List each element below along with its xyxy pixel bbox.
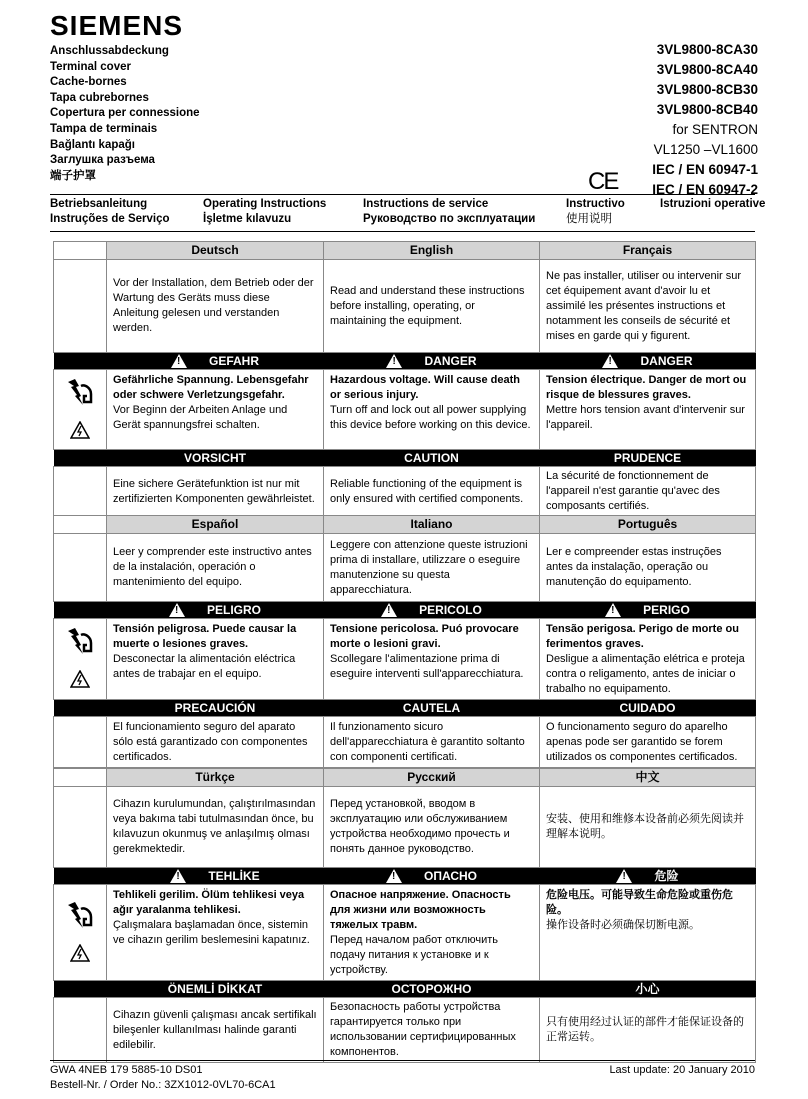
language-header-row: [54, 769, 756, 787]
caution-header-row: [54, 981, 756, 998]
doc-number: GWA 4NEB 179 5885-10 DS01: [50, 1064, 203, 1076]
model-code: 3VL9800-8CB30: [656, 82, 758, 97]
warning-triangle-icon: !: [170, 869, 186, 883]
danger-instruction: Перед началом работ отключить подачу питания к установке и к устройству.: [330, 934, 498, 976]
instructions-col5: [660, 197, 765, 212]
high-voltage-warning-icon: [54, 944, 106, 967]
warning-triangle-icon: !: [169, 603, 185, 617]
caution-row: [54, 717, 756, 768]
caution-text: Il funzionamento sicuro dell'apparecchiatura è garantito soltanto con componenti certificati.: [324, 717, 540, 768]
language-label: Русский: [324, 769, 540, 787]
warning-triangle-icon: !: [381, 603, 397, 617]
instr-tr: İşletme kılavuzu: [203, 213, 292, 225]
intro-text: Leggere con attenzione queste istruzioni prima di installare, utilizzare o eseguire manutenzione su questa apparecchiatura.: [324, 534, 540, 602]
electric-shock-icon: [54, 899, 106, 936]
danger-warning: Tensión peligrosa. Puede causar la muerte o lesiones graves.: [113, 623, 297, 650]
language-label: Português: [540, 516, 756, 534]
caution-label: VORSICHT: [107, 450, 324, 467]
danger-cell: [540, 370, 756, 450]
danger-instruction: Desconectar la alimentación eléctrica antes de trabajar en el equipo.: [113, 653, 296, 680]
danger-label: DANGER: [640, 353, 693, 368]
caution-text: Reliable functioning of the equipment is only ensured with certified components.: [324, 467, 540, 517]
danger-label-cell: [324, 602, 540, 619]
instructions-col2: [203, 197, 326, 227]
electric-shock-icon: [54, 376, 106, 413]
blank-cell: [54, 717, 107, 768]
standard: IEC / EN 60947-2: [652, 182, 758, 197]
instr-es: Instructivo: [566, 198, 625, 210]
caution-label: CAUTION: [324, 450, 540, 467]
title-tr: Bağlantı kapağı: [50, 138, 135, 151]
caution-header-row: [54, 700, 756, 717]
header-blank: [54, 769, 107, 787]
danger-row: [54, 370, 756, 450]
caution-row: [54, 998, 756, 1063]
model-code: 3VL9800-8CB40: [656, 102, 758, 117]
danger-cell: [324, 885, 540, 981]
intro-row: [54, 787, 756, 868]
danger-label-cell: [324, 868, 540, 885]
danger-warning: Gefährliche Spannung. Lebensgefahr oder schwere Verletzungsgefahr.: [113, 374, 309, 401]
header-blank: [54, 602, 107, 619]
danger-header-row: [54, 602, 756, 619]
blank-cell: [54, 260, 107, 353]
instr-zh: 使用说明: [566, 213, 612, 225]
hazard-icons: [54, 370, 107, 450]
caution-header-row: [54, 450, 756, 467]
instr-de: Betriebsanleitung: [50, 198, 148, 210]
intro-text: Ler e compreender estas instruções antes da instalação, operação ou manutenção do equipamento.: [540, 534, 756, 602]
title-en: Terminal cover: [50, 60, 131, 73]
caution-text: 只有使用经过认证的部件才能保证设备的正常运转。: [540, 998, 756, 1063]
header-blank: [54, 700, 107, 717]
danger-cell: [540, 885, 756, 981]
danger-header-row: [54, 868, 756, 885]
caution-text: Безопасность работы устройства гарантируется только при использовании сертифицированных компонентов.: [324, 998, 540, 1063]
intro-text: Ne pas installer, utiliser ou intervenir sur cet équipement avant d'avoir lu et assimilé les présentes instructions et notamment les conseils de sécurité et mises en garde qui y figurent.: [540, 260, 756, 353]
blank-cell: [54, 787, 107, 868]
last-update: Last update: 20 January 2010: [609, 1064, 755, 1076]
title-de: Anschlussabdeckung: [50, 45, 169, 57]
danger-row: [54, 619, 756, 700]
danger-instruction: Mettre hors tension avant d'intervenir sur l'appareil.: [546, 404, 745, 431]
danger-header-row: [54, 353, 756, 370]
danger-cell: [107, 885, 324, 981]
danger-label-cell: [324, 353, 540, 370]
header-blank: [54, 868, 107, 885]
danger-label: PERIGO: [643, 602, 690, 617]
danger-label: 危险: [654, 868, 679, 883]
hazard-icons: [54, 619, 107, 700]
caution-label: 小心: [540, 981, 756, 998]
danger-warning: Опасное напряжение. Опасность для жизни или возможность тяжелых травм.: [330, 889, 511, 931]
caution-label: PRUDENCE: [540, 450, 756, 467]
danger-label: ОПАСНО: [424, 868, 477, 883]
intro-row: [54, 534, 756, 602]
model-code: 3VL9800-8CA30: [656, 42, 758, 57]
instructions-col1: [50, 197, 170, 227]
caution-text: El funcionamiento seguro del aparato sólo está garantizado con componentes certificados.: [107, 717, 324, 768]
language-section: [53, 768, 755, 1063]
danger-label-cell: [540, 602, 756, 619]
language-label: English: [324, 242, 540, 260]
section-table: [53, 768, 756, 1063]
warning-triangle-icon: !: [386, 869, 402, 883]
instr-pt: Instruções de Serviço: [50, 213, 170, 225]
intro-row: [54, 260, 756, 353]
danger-warning: 危险电压。可能导致生命危险或重伤危险。: [546, 889, 733, 916]
danger-label: GEFAHR: [208, 353, 259, 368]
title-it: Copertura per connessione: [50, 107, 200, 120]
header-blank: [54, 450, 107, 467]
caution-text: O funcionamento seguro do aparelho apenas pode ser garantido se forem utilizados os componentes certificados.: [540, 717, 756, 768]
instr-it: Istruzioni operative: [660, 198, 766, 210]
instr-fr: Instructions de service: [363, 198, 489, 210]
title-zh: 端子护罩: [50, 169, 96, 182]
warning-triangle-icon: !: [616, 869, 632, 883]
section-table: [53, 241, 756, 517]
high-voltage-warning-icon: [54, 670, 106, 693]
danger-instruction: 操作设备时必须确保切断电源。: [546, 919, 700, 931]
header-blank: [54, 353, 107, 370]
divider: [50, 231, 755, 232]
title-ru: Заглушка разъема: [50, 154, 155, 167]
danger-instruction: Turn off and lock out all power supplying this device before working on this device.: [330, 404, 531, 431]
title-es: Tapa cubrebornes: [50, 91, 149, 104]
blank-cell: [54, 467, 107, 517]
danger-instruction: Çalışmalara başlamadan önce, sistemin ve cihazın gerilim beslemesini kapatınız.: [113, 919, 310, 946]
danger-label: DANGER: [424, 353, 477, 368]
caution-text: Eine sichere Gerätefunktion ist nur mit zertifizierten Komponenten gewährleistet.: [107, 467, 324, 517]
language-header-row: [54, 242, 756, 260]
caution-label: ОСТОРОЖНО: [324, 981, 540, 998]
warning-triangle-icon: !: [605, 603, 621, 617]
section-table: [53, 515, 756, 768]
danger-warning: Tehlikeli gerilim. Ölüm tehlikesi veya ağır yaralanma tehlikesi.: [113, 889, 305, 916]
model-code: 3VL9800-8CA40: [656, 62, 758, 77]
danger-cell: [107, 370, 324, 450]
header-blank: [54, 516, 107, 534]
language-label: Français: [540, 242, 756, 260]
caution-text: La sécurité de fonctionnement de l'appareil n'est garantie qu'avec des composants certifiés.: [540, 467, 756, 517]
danger-cell: [540, 619, 756, 700]
danger-warning: Tension électrique. Danger de mort ou risque de blessures graves.: [546, 374, 747, 401]
language-label: 中文: [540, 769, 756, 787]
instr-en: Operating Instructions: [203, 198, 327, 210]
danger-cell: [324, 619, 540, 700]
title-fr: Cache-bornes: [50, 76, 127, 89]
warning-triangle-icon: !: [386, 354, 402, 368]
danger-instruction: Vor Beginn der Arbeiten Anlage und Gerät spannungsfrei schalten.: [113, 404, 288, 431]
divider: [50, 194, 755, 195]
language-section: [53, 241, 755, 517]
footer-left: [50, 1063, 276, 1093]
header-blank: [54, 242, 107, 260]
danger-label: TEHLİKE: [208, 868, 260, 883]
language-label: Español: [107, 516, 324, 534]
danger-cell: [107, 619, 324, 700]
ce-mark-icon: CE: [588, 168, 618, 195]
caution-label: CUIDADO: [540, 700, 756, 717]
high-voltage-warning-icon: [54, 421, 106, 444]
danger-row: [54, 885, 756, 981]
warning-triangle-icon: !: [171, 354, 187, 368]
standard: IEC / EN 60947-1: [652, 162, 758, 177]
header-blank: [54, 981, 107, 998]
danger-label-cell: [107, 602, 324, 619]
intro-text: Read and understand these instructions before installing, operating, or maintaining the equipment.: [324, 260, 540, 353]
caution-row: [54, 467, 756, 517]
danger-cell: [324, 370, 540, 450]
danger-instruction: Scollegare l'alimentazione prima di eseguire interventi sull'apparecchiatura.: [330, 653, 524, 680]
intro-text: Leer y comprender este instructivo antes de la instalación, operación o mantenimiento del equipo.: [107, 534, 324, 602]
blank-cell: [54, 998, 107, 1063]
instructions-col4: [566, 197, 625, 227]
language-label: Italiano: [324, 516, 540, 534]
danger-label-cell: [540, 353, 756, 370]
danger-label-cell: [107, 868, 324, 885]
title-pt: Tampa de terminais: [50, 122, 158, 135]
caution-label: ÖNEMLİ DİKKAT: [107, 981, 324, 998]
language-header-row: [54, 516, 756, 534]
caution-text: Cihazın güvenli çalışması ancak sertifikalı bileşenler kullanılması halinde garanti edilebilir.: [107, 998, 324, 1063]
intro-text: Перед установкой, вводом в эксплуатацию или обслуживанием устройства необходимо прочесть и понять данное руководство.: [324, 787, 540, 868]
danger-label: PERICOLO: [419, 602, 482, 617]
danger-label-cell: [107, 353, 324, 370]
blank-cell: [54, 534, 107, 602]
danger-label: PELIGRO: [206, 602, 261, 617]
caution-label: PRECAUCIÓN: [107, 700, 324, 717]
footer-divider: [50, 1060, 755, 1061]
range: VL1250 –VL1600: [653, 142, 758, 157]
instructions-col3: [363, 197, 535, 227]
caution-label: CAUTELA: [324, 700, 540, 717]
intro-text: Vor der Installation, dem Betrieb oder der Wartung des Geräts muss diese Anleitung gelesen und verstanden werden.: [107, 260, 324, 353]
danger-warning: Tensão perigosa. Perigo de morte ou ferimentos graves.: [546, 623, 739, 650]
danger-warning: Hazardous voltage. Will cause death or serious injury.: [330, 374, 521, 401]
language-label: Deutsch: [107, 242, 324, 260]
language-label: Türkçe: [107, 769, 324, 787]
danger-instruction: Desligue a alimentação elétrica e proteja contra o religamento, antes de iniciar o trabalho no equipamento.: [546, 653, 745, 695]
intro-text: 安装、使用和维修本设备前必须先阅读并理解本说明。: [540, 787, 756, 868]
warning-triangle-icon: !: [602, 354, 618, 368]
intro-text: Cihazın kurulumundan, çalıştırılmasından veya bakıma tabi tutulmasından önce, bu kılavuzun okunmuş ve anlaşılmış olması gerekmektedir.: [107, 787, 324, 868]
siemens-logo: SIEMENS: [50, 10, 184, 41]
electric-shock-icon: [54, 625, 106, 662]
model-codes: [652, 40, 758, 200]
hazard-icons: [54, 885, 107, 981]
danger-label-cell: [540, 868, 756, 885]
order-number: Bestell-Nr. / Order No.: 3ZX1012-0VL70-6CA1: [50, 1079, 276, 1091]
instr-ru: Руководство по эксплуатации: [363, 213, 536, 225]
danger-warning: Tensione pericolosa. Puó provocare morte o lesioni gravi.: [330, 623, 519, 650]
for-line: for SENTRON: [672, 122, 758, 137]
language-section: [53, 515, 755, 768]
product-titles: [50, 44, 200, 184]
